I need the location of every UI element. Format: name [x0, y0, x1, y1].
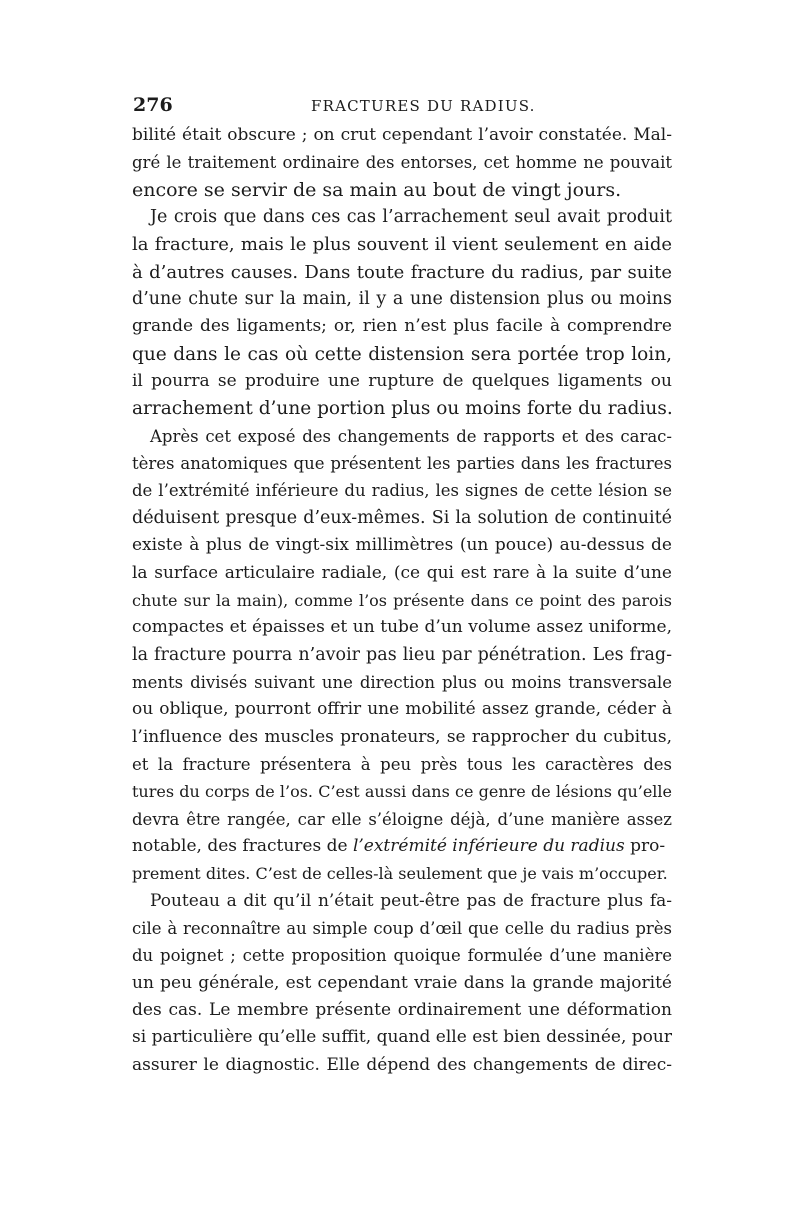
text-line: encore se servir de sa main au bout de vingt jours.: [132, 178, 622, 201]
text-line: compactes et épaisses et un tube d’un volume assez uniforme,: [132, 617, 672, 638]
page-number: 276: [133, 94, 173, 116]
text-line: des cas. Le membre présente ordinairement une déformation: [132, 1000, 672, 1020]
text-line: arrachement d’une portion plus ou moins forte du radius.: [132, 398, 673, 420]
text-line: tères anatomiques que présentent les parties dans les fractures: [132, 454, 672, 474]
text-run: notable, des fractures de: [132, 835, 353, 856]
body-text: [132, 122, 672, 1079]
text-line: ments divisés suivant une direction plus ou moins transversale: [132, 672, 672, 692]
text-line: il pourra se produire une rupture de quelques ligaments ou: [132, 371, 672, 392]
text-line: la surface articulaire radiale, (ce qui est rare à la suite d’une: [132, 562, 672, 583]
text-line: Pouteau a dit qu’il n’était peut-être pas de fracture plus fa-: [150, 890, 672, 911]
text-line: déduisent presque d’eux-mêmes. Si la solution de continuité: [132, 507, 672, 528]
text-line: de l’extrémité inférieure du radius, les signes de cette lésion se: [132, 481, 672, 501]
text-line: bilité était obscure ; on crut cependant l’avoir constatée. Mal-: [132, 125, 672, 145]
text-line: Je crois que dans ces cas l’arrachement seul avait produit: [150, 207, 672, 228]
text-line: tures du corps de l’os. C’est aussi dans ce genre de lésions qu’elle: [132, 782, 672, 802]
text-line: du poignet ; cette proposition quoique formulée d’une manière: [132, 946, 672, 966]
text-line: l’influence des muscles pronateurs, se rapprocher du cubitus,: [132, 726, 672, 747]
text-line: d’une chute sur la main, il y a une distension plus ou moins: [132, 289, 672, 310]
text-line: cile à reconnaître au simple coup d’œil que celle du radius près: [132, 918, 672, 938]
running-head: FRACTURES DU RADIUS.: [311, 97, 536, 115]
text-line: prement dites. C’est de celles-là seulement que je vais m’occuper.: [132, 864, 668, 884]
text-line: ou oblique, pourront offrir une mobilité assez grande, céder à: [132, 699, 672, 720]
italic-term: l’extrémité inférieure du radius: [352, 835, 625, 856]
page-header: [133, 94, 673, 120]
text-line: assurer le diagnostic. Elle dépend des changements de direc-: [132, 1054, 672, 1075]
text-line-with-italic: [132, 833, 672, 860]
text-line: existe à plus de vingt-six millimètres (un pouce) au-dessus de: [132, 535, 672, 556]
text-line: et la fracture présentera à peu près tous les caractères des: [132, 754, 672, 774]
text-line: chute sur la main), comme l’os présente dans ce point des parois: [132, 590, 672, 610]
text-line: la fracture pourra n’avoir pas lieu par pénétration. Les frag-: [132, 644, 672, 665]
text-line: à d’autres causes. Dans toute fracture du radius, par suite: [132, 261, 672, 283]
text-line: Après cet exposé des changements de rapports et des carac-: [150, 426, 672, 446]
text-line: gré le traitement ordinaire des entorses, cet homme ne pouvait: [132, 153, 672, 173]
text-line: la fracture, mais le plus souvent il vient seulement en aide: [132, 234, 672, 256]
text-line: devra être rangée, car elle s’éloigne déjà, d’une manière assez: [132, 809, 672, 829]
text-run: pro-: [624, 835, 666, 856]
text-line: si particulière qu’elle suffit, quand elle est bien dessinée, pour: [132, 1027, 672, 1048]
text-line: grande des ligaments; or, rien n’est plus facile à comprendre: [132, 316, 672, 337]
text-line: un peu générale, est cependant vraie dans la grande majorité: [132, 972, 672, 993]
text-line: que dans le cas où cette distension sera portée trop loin,: [132, 343, 672, 365]
